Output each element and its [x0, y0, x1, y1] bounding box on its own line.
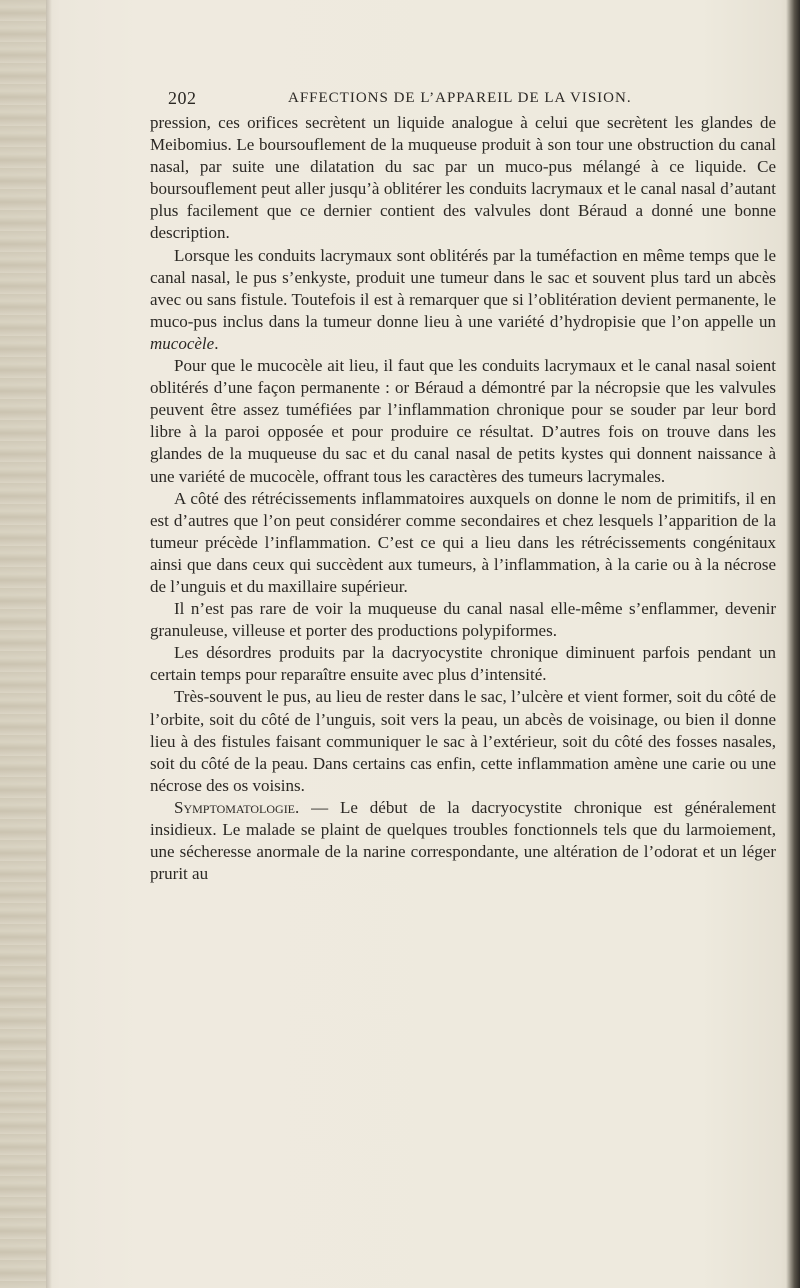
page-header — [168, 88, 728, 114]
paragraph-text: Lorsque les conduits lacrymaux sont oblitérés par la tuméfaction en même temps que le canal nasal, le pus s’enkyste, produit une tumeur dans le sac et souvent plus tard un abcès avec ou sans fistule. Toutefois il est à remarquer que si l’oblitération devient permanente, le muco-pus inclus dans la tumeur donne lieu à une variété d’hydropisie que l’on appelle un — [150, 245, 776, 331]
body-text — [150, 112, 776, 885]
paragraph — [150, 797, 776, 885]
page-right-edge — [786, 0, 800, 1288]
paragraph: A côté des rétrécissements inflammatoires auxquels on donne le nom de primitifs, il en est d’autres que l’on peut considérer comme secondaires et chez lesquels l’apparition de la tumeur précède l’inflammation. C’est ce qui a lieu dans les rétrécissements congénitaux ainsi que dans ceux qui succèdent aux tumeurs, à l’inflammation, à la carie ou à la nécrose de l’unguis et du maxillaire supérieur. — [150, 488, 776, 596]
mucocele-term: mucocèle — [150, 333, 215, 353]
paragraph-text: — Le début de la dacryocystite chronique est généralement insidieux. Le malade se plaint de quelques troubles fonctionnels tels que du larmoiement, une sécheresse anormale de la narine correspondante, une altération de l’odorat et un léger prurit au — [150, 797, 777, 884]
paragraph: Il n’est pas rare de voir la muqueuse du canal nasal elle-même s’enflammer, devenir granuleuse, villeuse et porter des productions polypiformes. — [150, 599, 776, 641]
running-head: AFFECTIONS DE L’APPAREIL DE LA VISION. — [288, 90, 632, 106]
paragraph: Pour que le mucocèle ait lieu, il faut que les conduits lacrymaux et le canal nasal soient oblitérés d’une façon permanente : or Béraud a démontré par la nécropsie que les valvules peuvent être assez tuméfiées par l’inflammation chronique pour se souder par leur bord libre à la paroi opposée et pour produire ce résultat. D’autres fois on trouve dans les glandes de la muqueuse du sac et du canal nasal de petits kystes qui donnent naissance à une variété de mucocèle, offrant tous les caractères des tumeurs lacrymales. — [150, 356, 776, 486]
paragraph: Les désordres produits par la dacryocystite chronique diminuent parfois pendant un certain temps pour reparaître ensuite avec plus d’intensité. — [150, 643, 776, 685]
paragraph-end: . — [214, 333, 219, 353]
paragraph: Très-souvent le pus, au lieu de rester dans le sac, l’ulcère et vient former, soit du côté de l’orbite, soit du côté de l’unguis, soit vers la peau, un abcès de voisinage, ou bien il donne lieu à des fistules faisant communiquer le sac à l’extérieur, soit du côté des fosses nasales, soit du côté de la peau. Dans certains cas enfin, cette inflammation amène une carie ou une nécrose des os voisins. — [150, 687, 776, 795]
paragraph — [150, 245, 776, 355]
section-heading-symptomatologie: Symptomatologie. — [174, 797, 300, 817]
book-binding-edge — [0, 0, 46, 1288]
page-number: 202 — [168, 88, 197, 108]
paragraph: pression, ces orifices secrètent un liquide analogue à celui que secrètent les glandes de Meibomius. Le boursouflement de la muqueuse produit à son tour une obstruction du canal nasal, par suite une dilatation du sac par un muco-pus mélangé à ce liquide. Ce boursouflement peut aller jusqu’à oblitérer les conduits lacrymaux et le canal nasal d’autant plus facilement que ce dernier contient des valvules dont Béraud a donné une bonne description. — [150, 113, 776, 243]
